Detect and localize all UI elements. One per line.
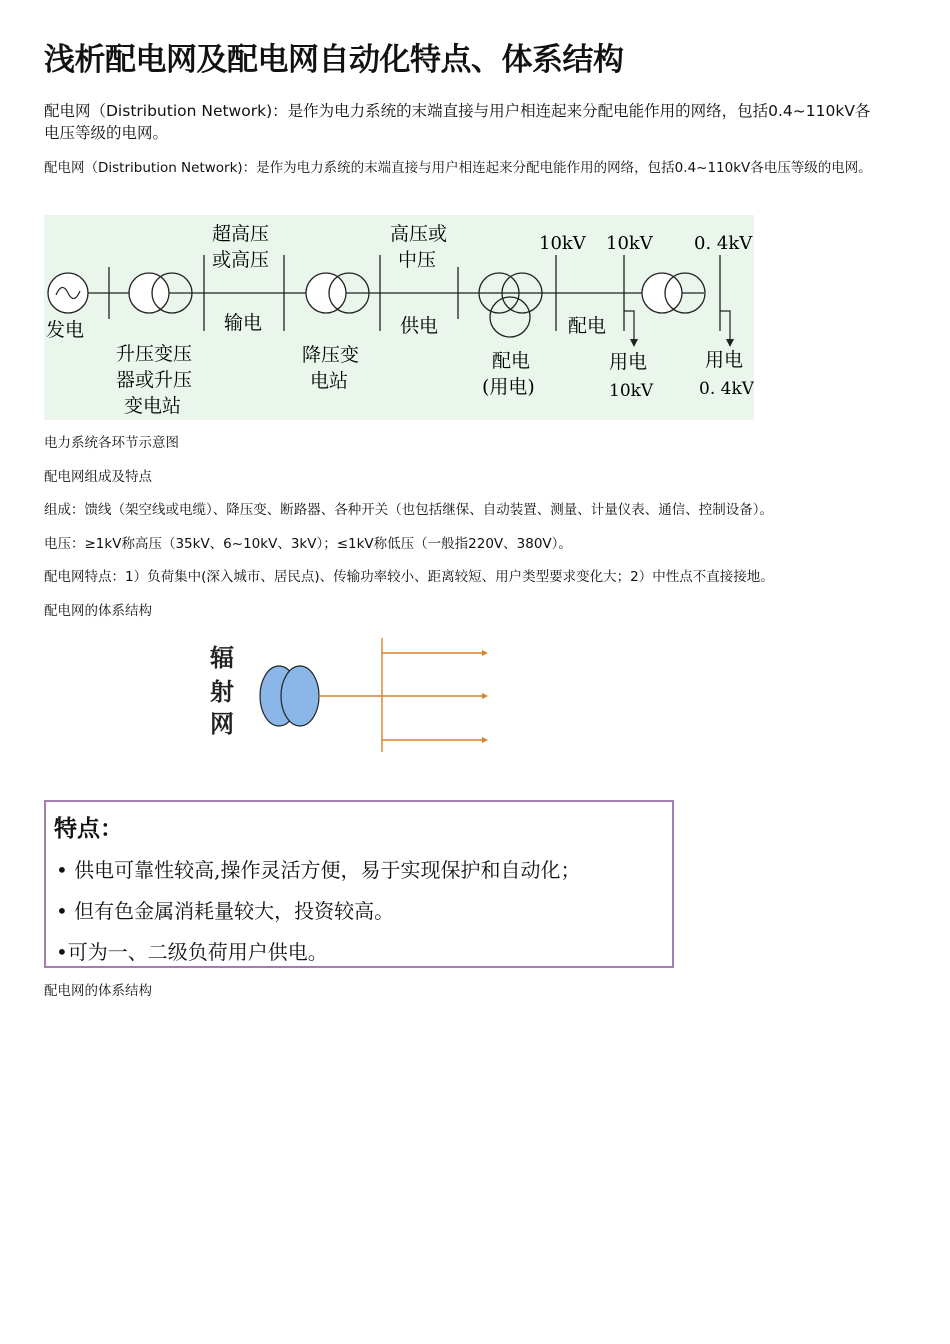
label-use1-2: 10kV: [609, 381, 654, 401]
arrow-icon: [482, 693, 488, 699]
final-transformer-icon: [642, 273, 682, 313]
label-voltage-1: 10kV: [539, 233, 586, 254]
label-dist-sub-2: (用电): [482, 376, 535, 398]
label-dist-sub-1: 配电: [492, 350, 531, 372]
label-distribution: 配电: [568, 315, 607, 337]
section-heading-composition: 配电网组成及特点: [44, 469, 152, 485]
radial-label-char-1: 辐: [210, 643, 234, 672]
features-item-3: •可为一、二级负荷用户供电。: [56, 940, 328, 964]
label-transmission: 输电: [224, 312, 263, 334]
paragraph-definition: 配电网（Distribution Network)：是作为电力系统的末端直接与用户相连起来分配电能作用的网络，包括0.4~110kV各电压等级的电网。: [44, 160, 872, 176]
section-heading-structure: 配电网的体系结构: [44, 603, 152, 619]
step-down-transformer-icon: [306, 273, 346, 313]
section-heading-structure-2: 配电网的体系结构: [44, 983, 152, 999]
label-use2-1: 用电: [705, 349, 744, 371]
label-use1-1: 用电: [609, 351, 648, 373]
label-ehv-1: 超高压: [212, 223, 270, 245]
label-use2-2: 0. 4kV: [699, 379, 754, 399]
radial-network-svg: [202, 632, 676, 800]
label-step-up-3: 变电站: [124, 395, 182, 417]
label-generation: 发电: [46, 319, 85, 341]
power-system-svg: [44, 215, 754, 420]
features-item-2: • 但有色金属消耗量较大，投资较高。: [56, 899, 395, 923]
radial-label-char-3: 网: [210, 709, 234, 738]
step-up-transformer-icon: [129, 273, 169, 313]
page-title: 浅析配电网及配电网自动化特点、体系结构: [44, 42, 624, 78]
label-step-up-2: 器或升压: [116, 369, 193, 391]
arrow-icon: [482, 650, 488, 656]
label-step-down-1: 降压变: [302, 344, 360, 366]
paragraph-features: 配电网特点：1）负荷集中(深入城市、居民点)、传输功率较小、距离较短、用户类型要求变化大；2）中性点不直接接地。: [44, 569, 774, 585]
features-title: 特点：: [54, 815, 123, 842]
label-voltage-3: 0. 4kV: [694, 233, 753, 254]
label-step-up-1: 升压变压: [116, 343, 193, 365]
lead-paragraph: 配电网（Distribution Network)：是作为电力系统的末端直接与用户相连起来分配电能作用的网络，包括0.4~110kV各电压等级的电网。: [44, 102, 871, 142]
arrow-icon: [482, 737, 488, 743]
label-hv-1: 高压或: [390, 223, 448, 245]
label-ehv-2: 或高压: [212, 249, 270, 271]
radial-label-char-2: 射: [210, 677, 234, 706]
label-step-down-2: 电站: [310, 370, 349, 392]
paragraph-voltage: 电压：≥1kV称高压（35kV、6~10kV、3kV）；≤1kV称低压（一般指220V、380V）。: [44, 536, 572, 552]
figure-caption: 电力系统各环节示意图: [44, 435, 179, 451]
label-supply: 供电: [400, 315, 439, 337]
features-box: [44, 800, 674, 968]
features-item-1: • 供电可靠性较高,操作灵活方便，易于实现保护和自动化；: [56, 858, 581, 882]
paragraph-composition: 组成：馈线（架空线或电缆）、降压变、断路器、各种开关（也包括继保、自动装置、测量、计量仪表、通信、控制设备）。: [44, 502, 773, 518]
label-voltage-2: 10kV: [606, 233, 653, 254]
power-system-diagram: [44, 215, 754, 420]
label-hv-2: 中压: [398, 249, 437, 271]
radial-network-diagram: [202, 632, 676, 800]
